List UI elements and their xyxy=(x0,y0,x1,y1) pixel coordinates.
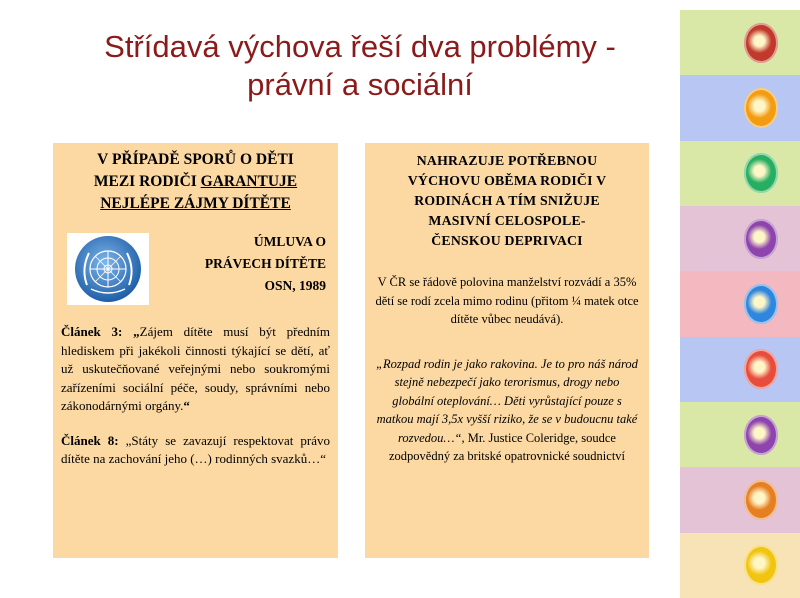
strip-cell xyxy=(680,467,800,533)
un-emblem-icon xyxy=(67,233,149,305)
strip-cell xyxy=(680,337,800,403)
strip-cell xyxy=(680,141,800,207)
un-convention-caption xyxy=(205,231,326,297)
strip-cell xyxy=(680,10,800,76)
un-caption-line-2: PRÁVECH DÍTĚTE xyxy=(204,256,326,271)
right-heading-line-1: NAHRAZUJE POTŘEBNOU xyxy=(416,153,598,168)
strip-cell xyxy=(680,533,800,598)
article-8 xyxy=(61,432,330,469)
strip-cell xyxy=(680,271,800,337)
title-line-2: právní a sociální xyxy=(247,67,473,102)
right-heading-line-3: RODINÁCH A TÍM SNIŽUJE xyxy=(414,193,600,208)
left-heading-line-2 xyxy=(61,171,330,193)
fruit-slice-icon xyxy=(744,284,778,324)
article-3-text: Zájem dítěte musí být předním hlediskem při jakékoli činnosti týkající se dětí, ať už uskutečňované veřejnými nebo soukromými zařízeními sociální péče, soudy, správními nebo zákonodárnými orgány. xyxy=(61,324,331,413)
right-heading xyxy=(375,151,639,251)
fruit-slice-icon xyxy=(744,23,778,63)
quote-italic-text: „Rozpad rodin je jako rakovina. Je to pro náš národ stejně nebezpečí jako terorismus, drogy nebo globální oteplování… Děti vyrůstající pouze s matkou mají 3,5x vyšší riziko, že se v budoucnu také rozvedou…“, xyxy=(376,356,638,445)
un-caption-line-1: ÚMLUVA O xyxy=(253,234,326,249)
article-3-label: Článek 3: xyxy=(61,324,123,339)
fruit-slice-icon xyxy=(744,480,778,520)
slide-title xyxy=(40,28,680,104)
quote-attribution: Mr. Justice Coleridge, soudce zodpovědný za britské opatrovnické soudnictví xyxy=(388,430,626,463)
left-heading xyxy=(61,149,330,215)
strip-cell xyxy=(680,206,800,272)
right-heading-line-5: ČENSKOU DEPRIVACI xyxy=(431,233,583,248)
right-heading-line-2: VÝCHOVU OBĚMA RODIČI V xyxy=(407,173,607,188)
divorce-statistics-paragraph: V ČR se řádově polovina manželství rozvádí a 35% dětí se rodí zcela mimo rodinu (přitom ¼ matek otce dítěte vůbec neudává). xyxy=(375,275,639,326)
un-caption-line-3: OSN, 1989 xyxy=(264,278,326,293)
left-heading-line-3: NEJLÉPE ZÁJMY DÍTĚTE xyxy=(100,195,291,212)
left-content-box xyxy=(53,143,338,558)
article-3-close-quote: “ xyxy=(183,398,190,413)
strip-cell xyxy=(680,75,800,141)
left-heading-line-1: V PŘÍPADĚ SPORŮ O DĚTI xyxy=(97,151,294,168)
article-8-label: Článek 8: xyxy=(61,432,119,448)
fruit-slice-icon xyxy=(744,88,778,128)
article-3-open-quote: „ xyxy=(133,324,140,339)
left-heading-line-2-underlined: GARANTUJE xyxy=(200,173,298,190)
decorative-fruit-strip xyxy=(680,10,800,598)
title-line-1: Střídavá výchova řeší dva problémy - xyxy=(104,29,616,64)
fruit-slice-icon xyxy=(744,219,778,259)
strip-cell xyxy=(680,402,800,468)
article-8-text: „Státy se zavazují respektovat právo dítěte na zachování jeho (…) rodinných svazků…“ xyxy=(61,432,330,466)
right-heading-line-4: MASIVNÍ CELOSPOLE- xyxy=(428,213,586,228)
right-content-box xyxy=(365,143,649,558)
article-3 xyxy=(61,323,330,416)
left-heading-line-2-pre: MEZI RODIČI xyxy=(93,173,201,190)
fruit-slice-icon xyxy=(744,415,778,455)
un-convention-row xyxy=(61,225,330,315)
justice-coleridge-quote xyxy=(375,355,639,466)
